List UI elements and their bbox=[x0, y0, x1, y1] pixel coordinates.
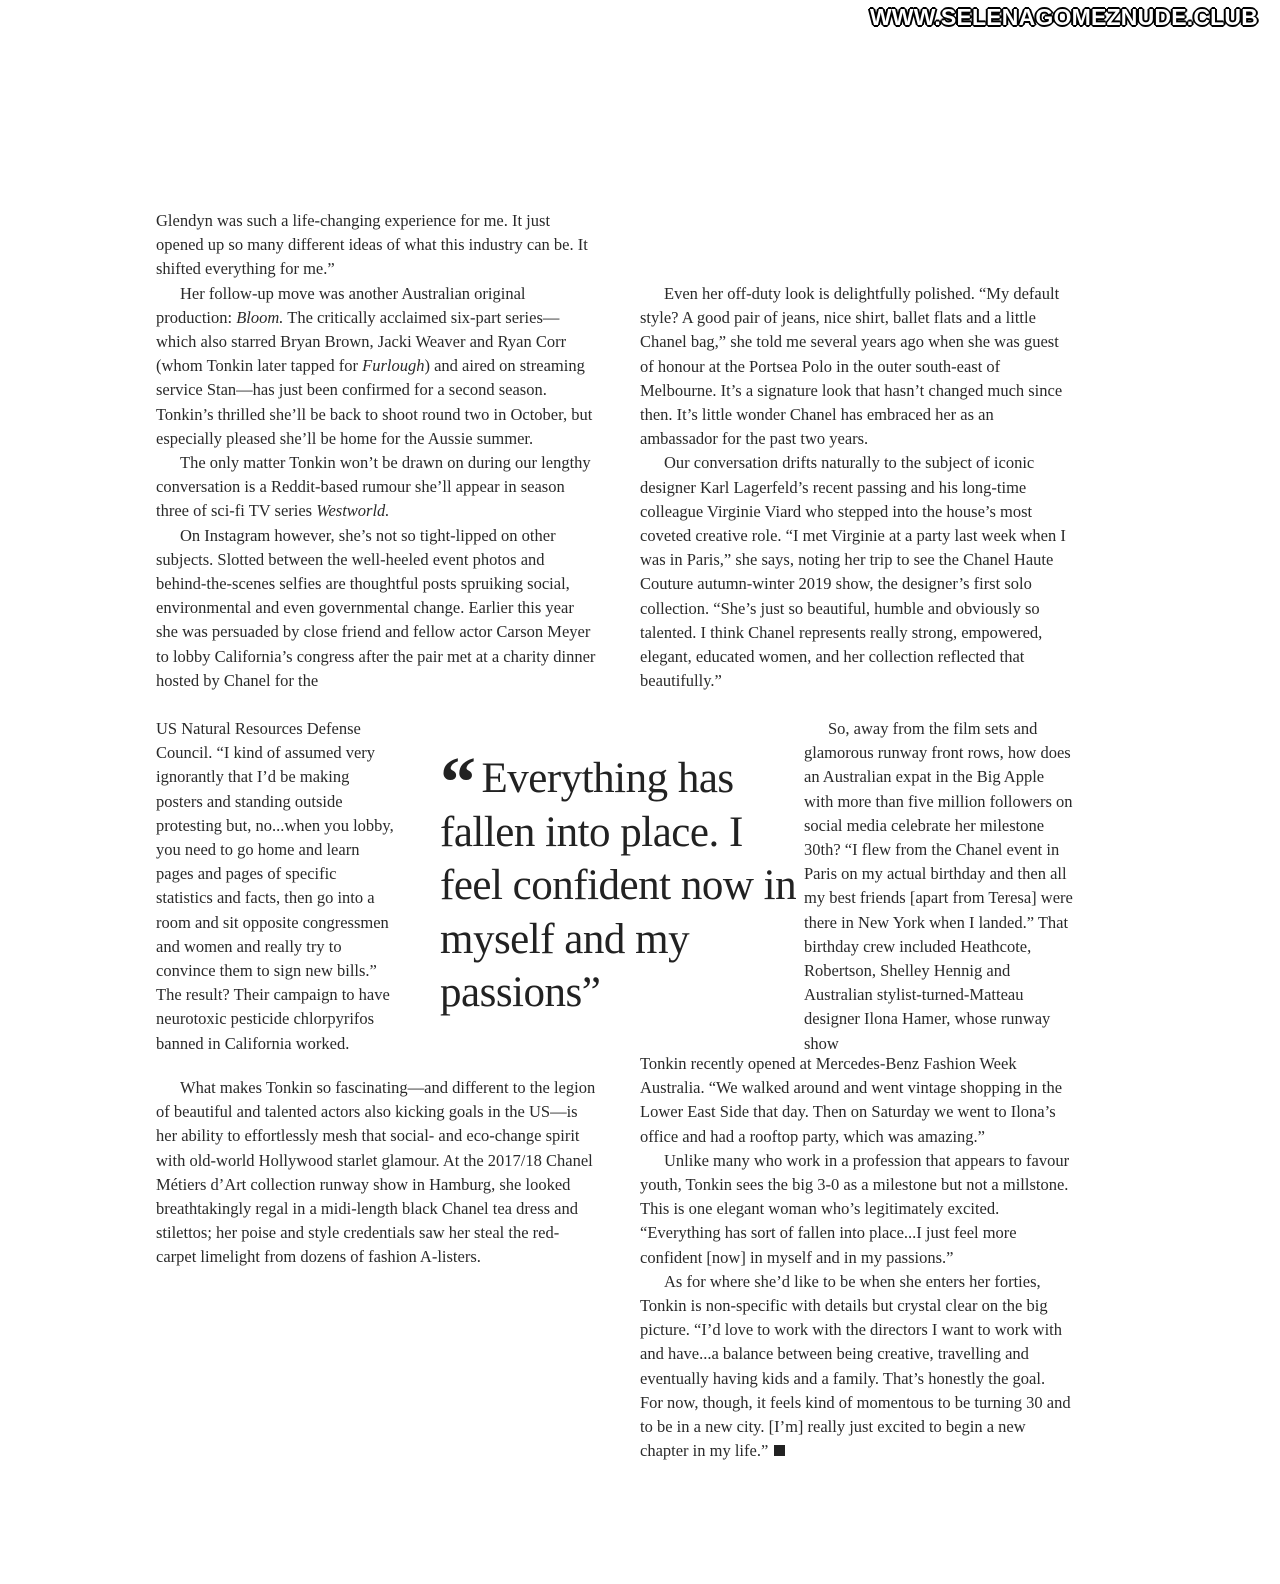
westworld-title: Westworld. bbox=[316, 501, 390, 521]
paragraph-final: As for where she’d like to be when she enters her forties, Tonkin is non-specific with details but crystal clear on the big picture. “I’d love to work with the directors I want to work with and have...a balance between being creative, travelling and eventually having kids and a family. That’s honestly the goal. For now, though, it feels kind of momentous to be turning 30 and to be in a new city. [I’m] really just excited to begin a new chapter in my life.” bbox=[640, 1271, 1071, 1461]
paragraph: Our conversation drifts naturally to the subject of iconic designer Karl Lagerfeld’s recent passing and his long-time colleague Virginie Viard who stepped into the house’s most coveted creative role. “I met Virginie at a party last week when I was in Paris,” she says, noting her trip to see the Chanel Haute Couture autumn-winter 2019 show, the designer’s first solo collection. “She’s just so beautiful, humble and obviously so talented. I think Chanel represents really strong, empowered, elegant, educated women, and her collection reflected that beautifully.” bbox=[640, 453, 1066, 691]
end-mark-icon bbox=[774, 1445, 785, 1456]
paragraph: What makes Tonkin so fascinating—and different to the legion of beautiful and talented actors also kicking goals in the US—is her ability to effortlessly mesh that social- and eco-change spirit with old-world Hollywood starlet glamour. At the 2017/18 Chanel Métiers d’Art collection runway show in Hamburg, she looked breathtakingly regal in a midi-length black Chanel tea dress and stilettos; her poise and style credentials saw her steal the red-carpet limelight from dozens of fashion A-listers. bbox=[156, 1078, 596, 1267]
close-quote-mark: ” bbox=[581, 969, 601, 1016]
watermark-text: WWW.SELENAGOMEZNUDE.CLUB bbox=[869, 4, 1258, 30]
right-column-top bbox=[640, 282, 1072, 693]
paragraph: Even her off-duty look is delightfully polished. “My default style? A good pair of jeans, nice shirt, ballet flats and a little Chanel bag,” she told me several years ago when she was guest of honour at the Portsea Polo in the outer south-east of Melbourne. It’s a signature look that hasn’t changed much since then. It’s little wonder Chanel has embraced her as an ambassador for the past two years. bbox=[640, 284, 1063, 449]
furlough-title: Furlough bbox=[362, 356, 425, 376]
paragraph-westworld: The only matter Tonkin won’t be drawn on during our lengthy conversation is a Reddit-based rumour she’ll appear in season three of sci-fi TV series Westworld. bbox=[156, 453, 591, 521]
right-column-bottom bbox=[640, 1052, 1072, 1463]
paragraph: Unlike many who work in a profession that appears to favour youth, Tonkin sees the big 3-0 as a milestone but not a millstone. This is one elegant woman who’s legitimately excited. “Everything has sort of fallen into place...I just feel more confident [now] in myself and in my passions.” bbox=[640, 1150, 1070, 1267]
pull-quote-text: Everything has fallen into place. I feel confident now in myself and my passions bbox=[440, 755, 797, 1016]
paragraph: US Natural Resources Defense Council. “I kind of assumed very ignorantly that I’d be making posters and standing outside protesting but, no...when you lobby, you need to go home and learn pages and pages of specific statistics and facts, then go into a room and sit opposite congressmen and women and really try to convince them to sign new bills.” The result? Their campaign to have neurotoxic pesticide chlorpyrifos banned in California worked. bbox=[156, 719, 394, 1053]
left-column-narrow bbox=[156, 717, 394, 1056]
paragraph: Glendyn was such a life-changing experience for me. It just opened up so many different ideas of what this industry can be. It shifted everything for me.” bbox=[156, 211, 588, 279]
open-quote-mark: “ bbox=[440, 742, 476, 822]
left-column-top bbox=[156, 209, 596, 693]
left-column-bottom bbox=[156, 1076, 596, 1270]
bloom-title: Bloom. bbox=[236, 307, 284, 327]
paragraph: Tonkin recently opened at Mercedes-Benz Fashion Week Australia. “We walked around and went vintage shopping in the Lower East Side that day. Then on Saturday we went to Ilona’s office and had a rooftop party, which was amazing.” bbox=[640, 1054, 1063, 1146]
pull-quote bbox=[440, 742, 800, 1020]
paragraph: So, away from the film sets and glamorous runway front rows, how does an Australian expat in the Big Apple with more than five million followers on social media celebrate her milestone 30th? “I flew from the Chanel event in Paris on my actual birthday and then all my best friends [apart from Teresa] were there in New York when I landed.” That birthday crew included Heathcote, Robertson, Shelley Hennig and Australian stylist-turned-Matteau designer Ilona Hamer, whose runway show bbox=[804, 719, 1073, 1053]
right-column-narrow bbox=[804, 717, 1074, 1056]
paragraph-bloom: Her follow-up move was another Australian original production: Bloom. The critically acclaimed six-part series—which also starred Bryan Brown, Jacki Weaver and Ryan Corr (whom Tonkin later tapped for Furlough) and aired on streaming service Stan—has just been confirmed for a second season. Tonkin’s thrilled she’ll be back to shoot round two in October, but especially pleased she’ll be home for the Aussie summer. bbox=[156, 283, 593, 448]
paragraph: On Instagram however, she’s not so tight-lipped on other subjects. Slotted between the well-heeled event photos and behind-the-scenes selfies are thoughtful posts spruiking social, environmental and even governmental change. Earlier this year she was persuaded by close friend and fellow actor Carson Meyer to lobby California’s congress after the pair met at a charity dinner hosted by Chanel for the bbox=[156, 525, 596, 690]
